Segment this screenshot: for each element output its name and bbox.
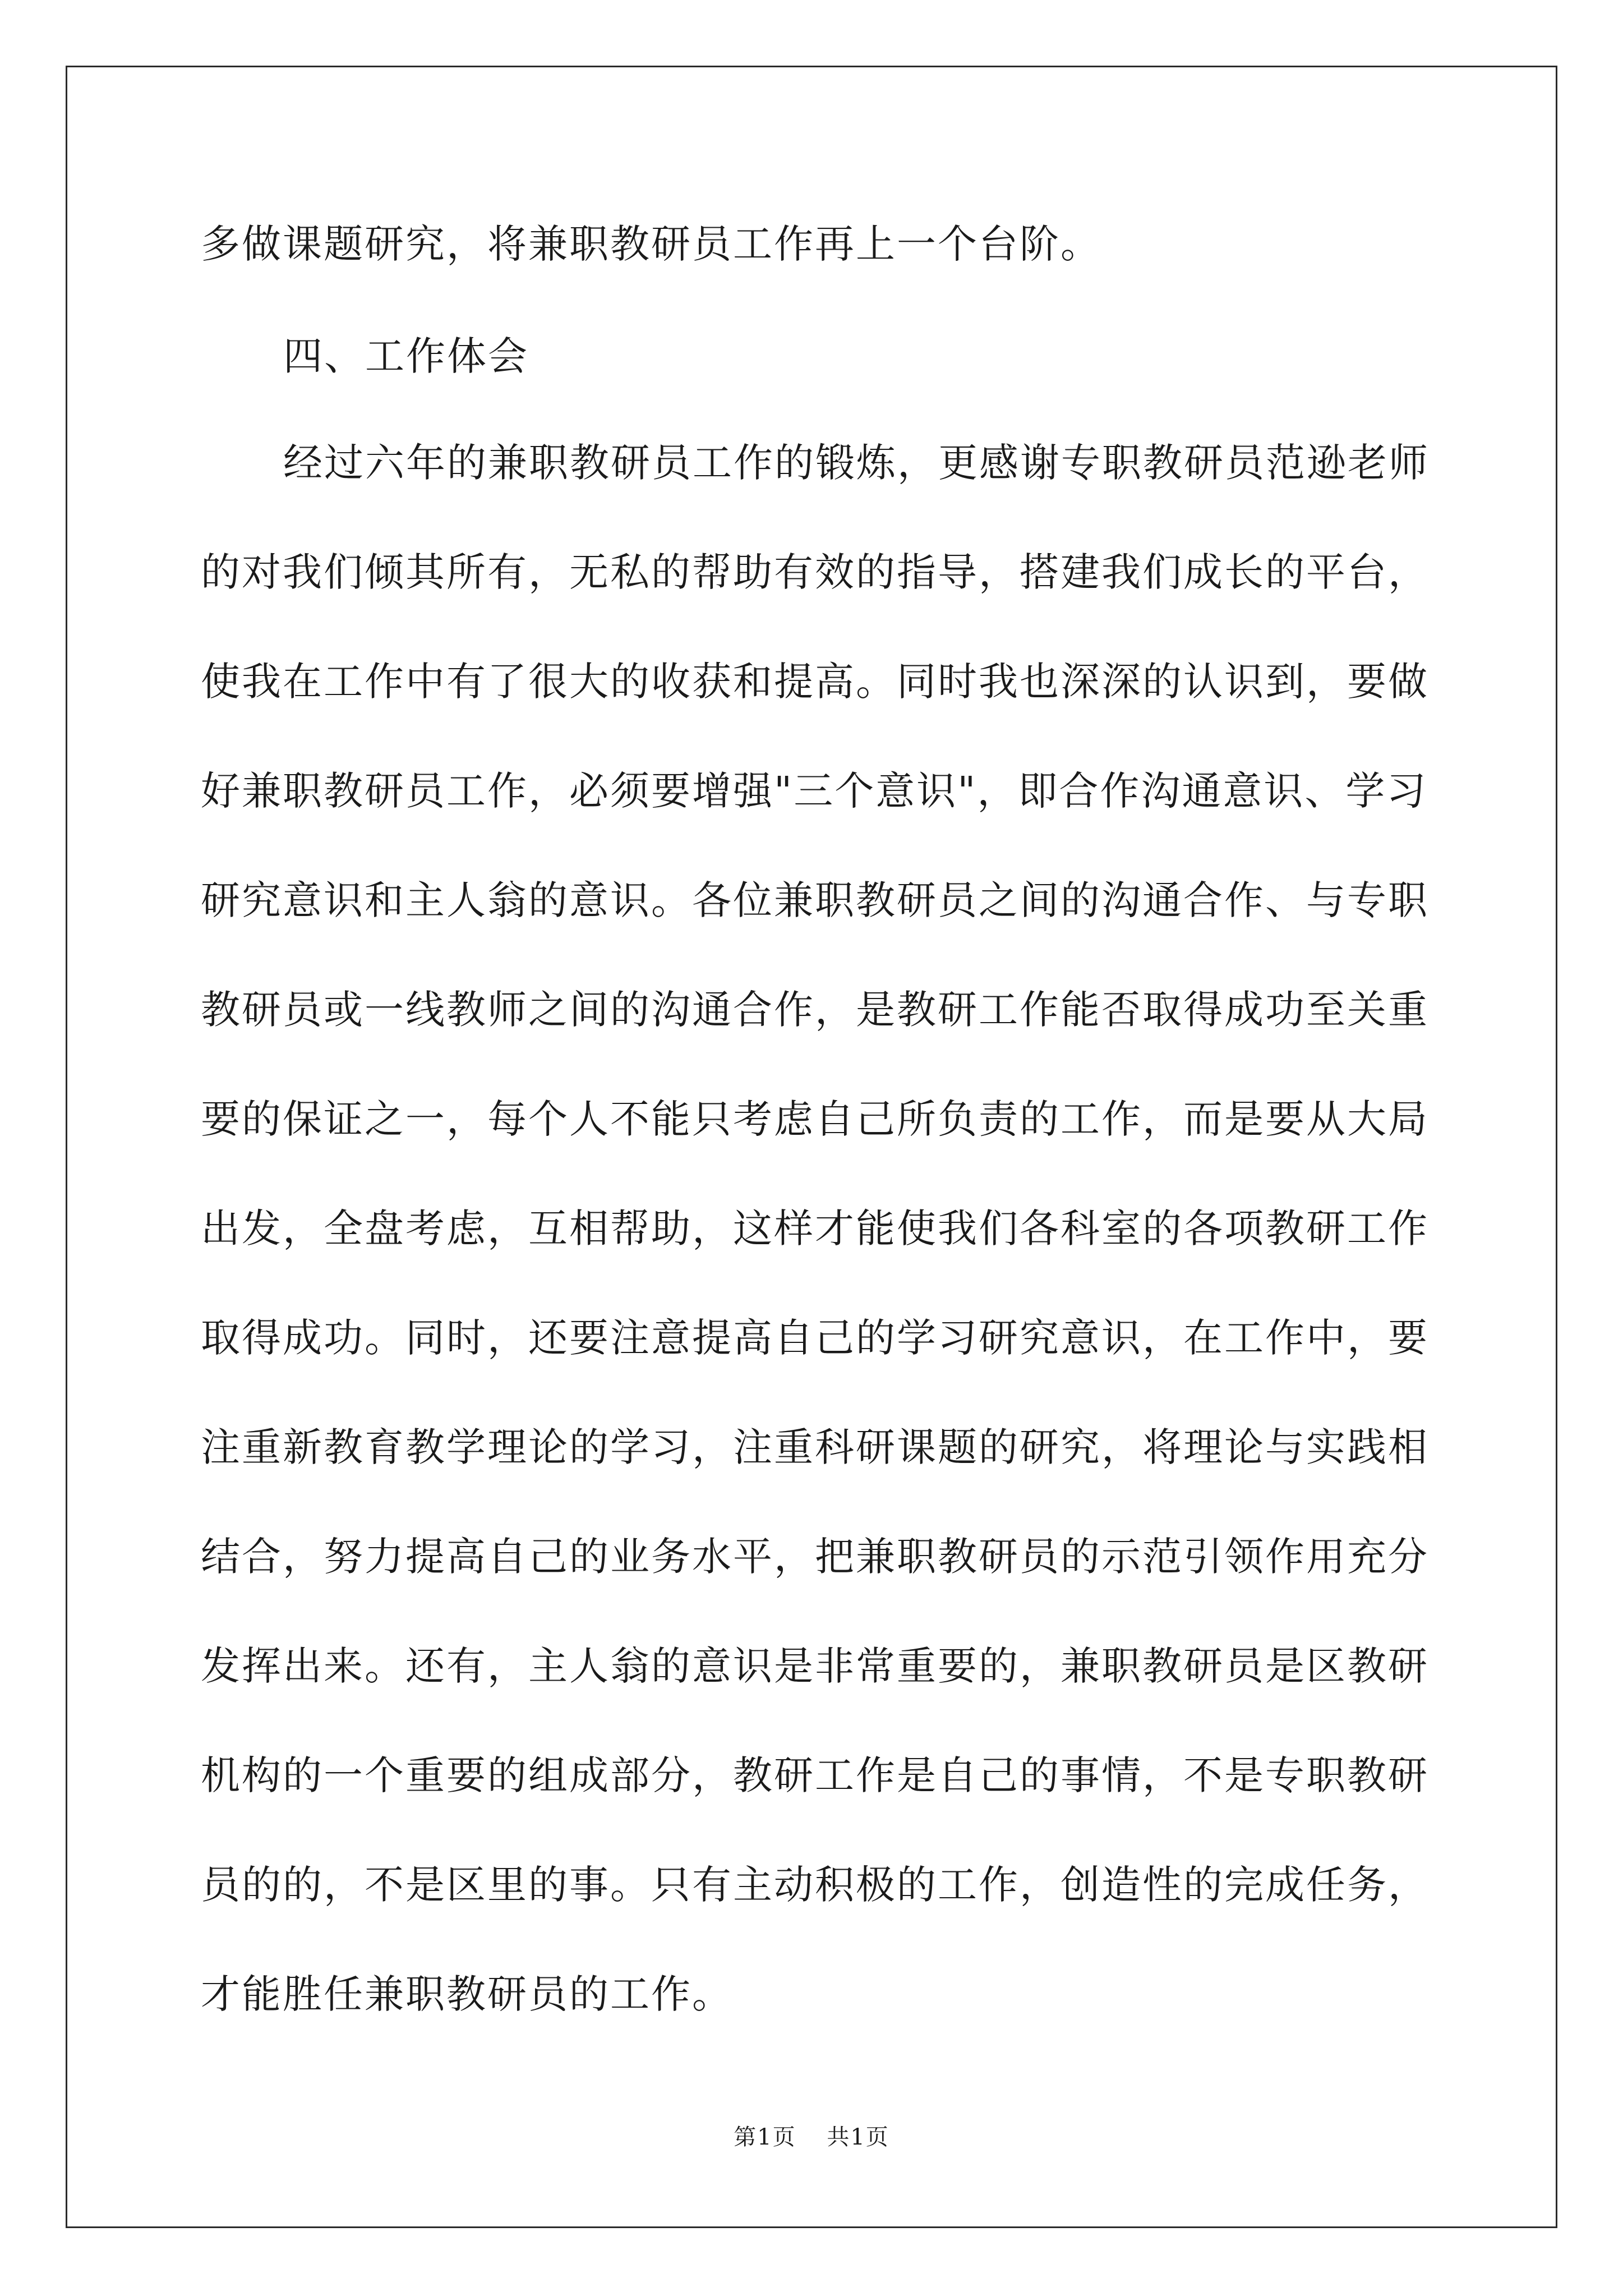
paragraph-line: 发挥出来。还有，主人翁的意识是非常重要的，兼职教研员是区教研 <box>201 1643 1429 1689</box>
paragraph-line: 研究意识和主人翁的意识。各位兼职教研员之间的沟通合作、与专职 <box>201 877 1429 923</box>
paragraph-line: 出发，全盘考虑，互相帮助，这样才能使我们各科室的各项教研工作 <box>201 1205 1429 1251</box>
section-heading: 四、工作体会 <box>283 333 529 379</box>
paragraph-line: 多做课题研究，将兼职教研员工作再上一个台阶。 <box>201 221 1101 267</box>
paragraph-line: 经过六年的兼职教研员工作的锻炼，更感谢专职教研员范逊老师 <box>283 440 1430 486</box>
paragraph-line: 取得成功。同时，还要注意提高自己的学习研究意识，在工作中，要 <box>201 1315 1429 1361</box>
paragraph-line: 教研员或一线教师之间的沟通合作，是教研工作能否取得成功至关重 <box>201 987 1429 1033</box>
paragraph-line: 的对我们倾其所有，无私的帮助有效的指导，搭建我们成长的平台， <box>201 549 1429 595</box>
paragraph-line: 机构的一个重要的组成部分，教研工作是自己的事情，不是专职教研 <box>201 1752 1429 1798</box>
paragraph-line: 注重新教育教学理论的学习，注重科研课题的研究，将理论与实践相 <box>201 1424 1429 1470</box>
paragraph-line: 好兼职教研员工作，必须要增强"三个意识"，即合作沟通意识、学习 <box>201 768 1428 814</box>
paragraph-line: 才能胜任兼职教研员的工作。 <box>201 1971 733 2017</box>
page-number: 第1页 <box>734 2124 796 2150</box>
paragraph-line: 使我在工作中有了很大的收获和提高。同时我也深深的认识到，要做 <box>201 659 1429 705</box>
page-total: 共1页 <box>827 2124 889 2150</box>
paragraph-line: 结合，努力提高自己的业务水平，把兼职教研员的示范引领作用充分 <box>201 1534 1429 1580</box>
paragraph-line: 员的的，不是区里的事。只有主动积极的工作，创造性的完成任务， <box>201 1862 1429 1908</box>
paragraph-line: 要的保证之一，每个人不能只考虑自己所负责的工作，而是要从大局 <box>201 1096 1429 1142</box>
page-footer <box>0 2123 1623 2151</box>
